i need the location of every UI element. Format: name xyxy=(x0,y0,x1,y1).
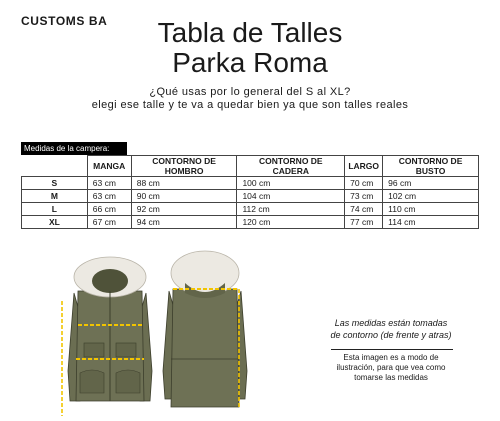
table-row xyxy=(22,177,479,190)
table-cell: 63 cm xyxy=(87,190,131,203)
header-largo: LARGO xyxy=(345,156,383,177)
table-row xyxy=(22,190,479,203)
size-label: M xyxy=(22,190,88,203)
table-cell: 70 cm xyxy=(345,177,383,190)
header-hombro: CONTORNO DE HOMBRO xyxy=(131,156,237,177)
table-cell: 114 cm xyxy=(383,216,479,229)
table-cell: 88 cm xyxy=(131,177,237,190)
header-busto: CONTORNO DE BUSTO xyxy=(383,156,479,177)
table-cell: 94 cm xyxy=(131,216,237,229)
table-cell: 120 cm xyxy=(237,216,345,229)
table-cell: 104 cm xyxy=(237,190,345,203)
header-cadera: CONTORNO DE CADERA xyxy=(237,156,345,177)
parka-back-illustration xyxy=(159,247,251,421)
table-row xyxy=(22,203,479,216)
size-question: ¿Qué usas por lo general del S al XL? xyxy=(149,86,351,98)
table-cell: 77 cm xyxy=(345,216,383,229)
measurement-note-line2: de contorno (de frente y atras) xyxy=(330,330,452,340)
header-blank xyxy=(22,156,88,177)
size-label: S xyxy=(22,177,88,190)
table-cell: 67 cm xyxy=(87,216,131,229)
table-cell: 74 cm xyxy=(345,203,383,216)
illustration-note-line2: ilustración, para que vea como xyxy=(336,363,446,372)
illustration-note xyxy=(306,353,476,383)
table-cell: 100 cm xyxy=(237,177,345,190)
table-section-label: Medidas de la campera: xyxy=(21,142,127,155)
table-cell: 112 cm xyxy=(237,203,345,216)
measurement-note-line1: Las medidas están tomadas xyxy=(334,318,448,328)
size-label: XL xyxy=(22,216,88,229)
table-cell: 73 cm xyxy=(345,190,383,203)
illustration-note-line3: tomarse las medidas xyxy=(354,373,428,382)
brand-logo: CUSTOMS BA xyxy=(21,14,108,28)
table-cell: 92 cm xyxy=(131,203,237,216)
header-manga: MANGA xyxy=(87,156,131,177)
measurement-note xyxy=(296,317,486,341)
illustration-note-line1: Esta imagen es a modo de xyxy=(343,353,439,362)
parka-front-illustration xyxy=(56,251,164,421)
table-cell: 102 cm xyxy=(383,190,479,203)
size-advice: elegi ese talle y te va a quedar bien ya que son talles reales xyxy=(91,99,409,111)
page-title: Tabla de Talles xyxy=(157,17,343,48)
size-table xyxy=(21,155,479,229)
size-label: L xyxy=(22,203,88,216)
table-cell: 110 cm xyxy=(383,203,479,216)
table-cell: 96 cm xyxy=(383,177,479,190)
table-header-row xyxy=(22,156,479,177)
table-row xyxy=(22,216,479,229)
product-title: Parka Roma xyxy=(172,47,328,78)
table-cell: 66 cm xyxy=(87,203,131,216)
divider xyxy=(331,349,453,350)
table-cell: 63 cm xyxy=(87,177,131,190)
table-cell: 90 cm xyxy=(131,190,237,203)
